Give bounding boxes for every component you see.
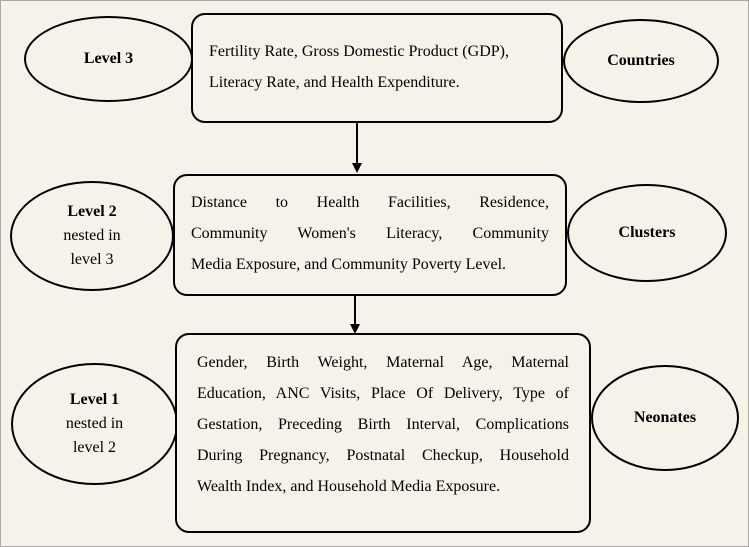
countries-ellipse: [563, 19, 719, 103]
level2-box-line-3: Media Exposure, and Community Poverty Level.: [191, 256, 507, 273]
level2-label: Level 2: [67, 203, 117, 220]
level2-box-line-2: Community Women's Literacy, Community: [191, 225, 549, 242]
level3-box: [191, 13, 563, 123]
neonates-label: Neonates: [633, 409, 697, 426]
level1-label: Level 1: [69, 391, 120, 408]
arrow-3-to-2-head: [352, 163, 362, 173]
level1-box: [175, 333, 591, 533]
level2-sub2: level 3: [70, 251, 114, 268]
neonates-ellipse: [591, 365, 739, 471]
level2-box: [173, 174, 567, 296]
level1-box-line-4: During Pregnancy, Postnatal Checkup, Household: [197, 447, 569, 464]
level3-ellipse: [24, 16, 193, 102]
clusters-label: Clusters: [618, 224, 676, 241]
level1-sub2: level 2: [72, 439, 117, 456]
level1-ellipse: [11, 363, 178, 485]
arrow-2-to-1-line: [354, 296, 356, 324]
clusters-ellipse: [567, 184, 727, 282]
level3-box-line-2: Literacy Rate, and Health Expenditure.: [209, 74, 460, 91]
countries-label: Countries: [607, 52, 675, 69]
level1-box-line-3: Gestation, Preceding Birth Interval, Complications: [197, 416, 569, 433]
level1-box-line-2: Education, ANC Visits, Place Of Delivery, Type of: [197, 385, 569, 402]
arrow-3-to-2-line: [356, 123, 358, 163]
level1-box-line-1: Gender, Birth Weight, Maternal Age, Maternal: [197, 354, 569, 371]
level3-box-line-1: Fertility Rate, Gross Domestic Product (GDP),: [209, 43, 509, 60]
level2-box-line-1: Distance to Health Facilities, Residence,: [191, 194, 549, 211]
level2-sub1: nested in: [63, 227, 121, 244]
level1-box-line-5: Wealth Index, and Household Media Exposure.: [197, 478, 501, 495]
level3-label: Level 3: [83, 50, 134, 67]
level2-ellipse: [10, 181, 174, 291]
level1-sub1: nested in: [65, 415, 124, 432]
